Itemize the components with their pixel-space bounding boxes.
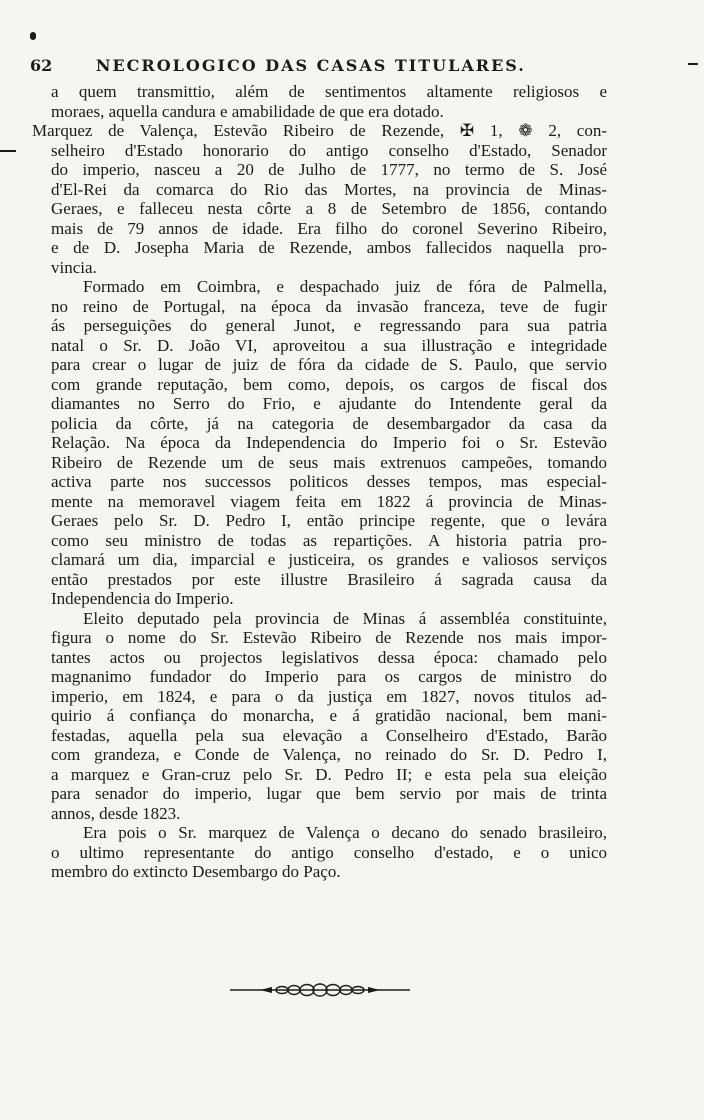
text-line: do imperio, nasceu a 20 de Julho de 1777, no termo de S. José bbox=[51, 160, 607, 179]
text-line: Eleito deputado pela provincia de Minas á assembléa constituinte, bbox=[83, 608, 607, 628]
text-line: quirio á confiança do monarcha, e á gratidão nacional, bem mani- bbox=[51, 706, 607, 725]
text-line: e de D. Josepha Maria de Rezende, ambos fallecidos naquella pro- bbox=[51, 238, 607, 257]
text-line: Relação. Na época da Independencia do Imperio foi o Sr. Estevão bbox=[51, 433, 607, 452]
text-line: Independencia do Imperio. bbox=[51, 589, 234, 608]
text-line: moraes, aquella candura e amabilidade de que era dotado. bbox=[51, 101, 444, 121]
text-line: imperio, em 1824, e para o da justiça em 1827, novos titulos ad- bbox=[51, 686, 607, 706]
text-line: Ribeiro de Rezende um de seus mais extrenuos campeões, tomando bbox=[51, 452, 607, 472]
text-line: Formado em Coimbra, e despachado juiz de fóra de Palmella, bbox=[83, 277, 607, 296]
text-line: Geraes, e falleceu nesta côrte a 8 de Setembro de 1856, contando bbox=[51, 199, 607, 218]
text-line: no reino de Portugal, na época da invasão franceza, teve de fugir bbox=[51, 296, 607, 316]
article-body bbox=[32, 82, 607, 882]
margin-tick bbox=[688, 63, 698, 65]
running-header bbox=[30, 56, 590, 75]
ornamental-rule-icon bbox=[230, 982, 410, 998]
text-line: Marquez de Valença, Estevão Ribeiro de Rezende, ✠ 1, ❁ 2, con- bbox=[32, 121, 607, 140]
text-line: para crear o lugar de juiz de fóra da cidade de S. Paulo, que servio bbox=[51, 355, 607, 374]
text-line: magnanimo fundador do Imperio para os cargos de ministro do bbox=[51, 667, 607, 686]
margin-mark bbox=[0, 150, 16, 152]
text-line: para senador do imperio, lugar que bem servio por mais de trinta bbox=[51, 784, 607, 803]
ink-dot bbox=[30, 32, 36, 40]
text-line: activa parte nos successos politicos desses tempos, mas especial- bbox=[51, 472, 607, 491]
text-line: natal o Sr. D. João VI, aproveitou a sua illustração e integridade bbox=[51, 335, 607, 355]
text-line: com grandeza, e Conde de Valença, no reinado do Sr. D. Pedro I, bbox=[51, 745, 607, 764]
text-line: ás perseguições do general Junot, e regressando para sua patria bbox=[51, 316, 607, 335]
text-line: vincia. bbox=[51, 257, 97, 277]
text-line: Geraes pelo Sr. D. Pedro I, então principe regente, que o levára bbox=[51, 511, 607, 530]
text-line: mente na memoravel viagem feita em 1822 á provincia de Minas- bbox=[51, 491, 607, 511]
text-line: membro do extincto Desembargo do Paço. bbox=[51, 862, 341, 881]
text-line: o ultimo representante do antigo conselho d'estado, e o unico bbox=[51, 842, 607, 862]
text-line: clamará um dia, imparcial e justiceira, os grandes e valiosos serviços bbox=[51, 550, 607, 569]
text-line: então prestados por este illustre Brasileiro á sagrada causa da bbox=[51, 569, 607, 589]
text-line: a quem transmittio, além de sentimentos altamente religiosos e bbox=[51, 82, 607, 101]
text-line: Era pois o Sr. marquez de Valença o decano do senado brasileiro, bbox=[83, 823, 607, 842]
text-line: mais de 79 annos de idade. Era filho do coronel Severino Ribeiro, bbox=[51, 218, 607, 238]
text-line: festadas, aquella pela sua elevação a Conselheiro d'Estado, Barão bbox=[51, 725, 607, 745]
text-line: tantes actos ou projectos legislativos dessa época: chamado pelo bbox=[51, 647, 607, 667]
running-title: NECROLOGICO DAS CASAS TITULARES. bbox=[95, 56, 526, 75]
text-line: annos, desde 1823. bbox=[51, 803, 181, 823]
text-line: a marquez e Gran-cruz pelo Sr. D. Pedro II; e esta pela sua eleição bbox=[51, 764, 607, 784]
text-line: como seu ministro de todas as repartições. A historia patria pro- bbox=[51, 530, 607, 550]
text-line: diamantes no Serro do Frio, e ajudante do Intendente geral da bbox=[51, 394, 607, 413]
text-line: selheiro d'Estado honorario do antigo conselho d'Estado, Senador bbox=[51, 140, 607, 160]
text-line: d'El-Rei da comarca do Rio das Mortes, na provincia de Minas- bbox=[51, 179, 607, 199]
text-line: figura o nome do Sr. Estevão Ribeiro de Rezende nos mais impor- bbox=[51, 628, 607, 647]
text-line: com grande reputação, bem como, depois, os cargos de fiscal dos bbox=[51, 374, 607, 394]
text-line: policia da côrte, já na categoria de desembargador da casa da bbox=[51, 413, 607, 433]
page-number: 62 bbox=[30, 56, 53, 75]
